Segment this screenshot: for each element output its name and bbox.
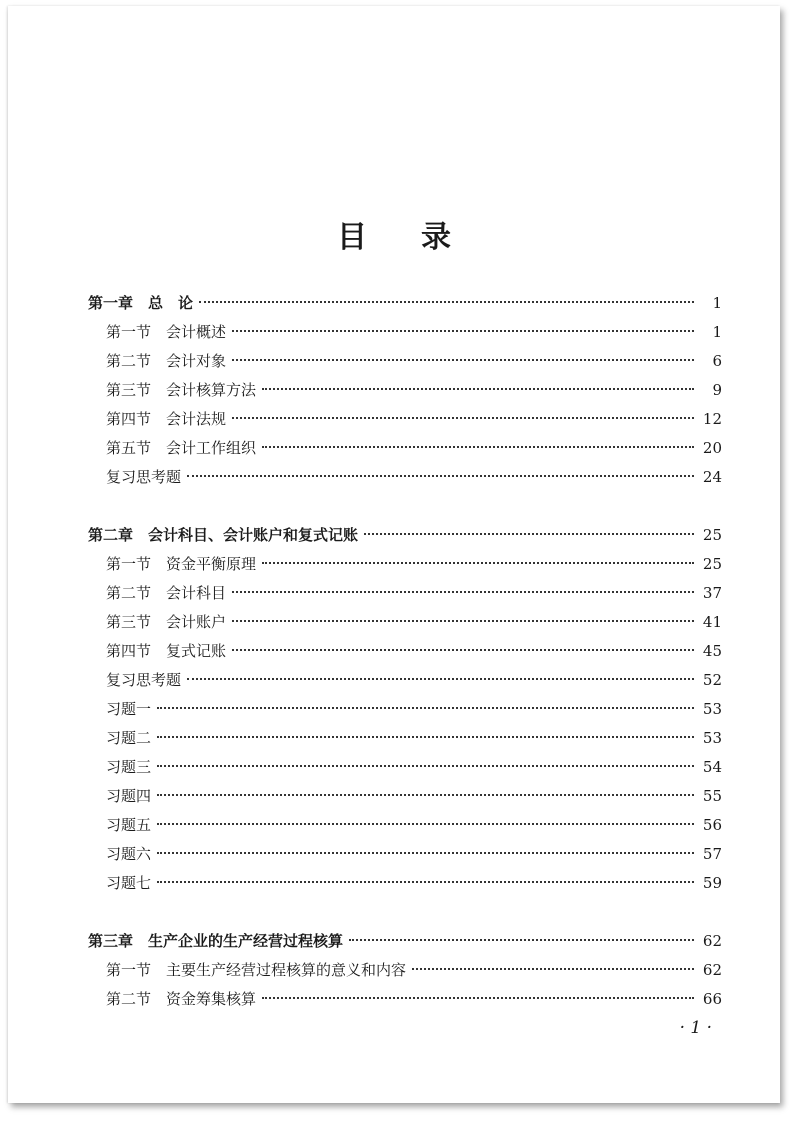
toc-label: 第三章 生产企业的生产经营过程核算 (88, 932, 344, 950)
toc-page-number: 52 (702, 671, 722, 689)
toc-label: 第一节 资金平衡原理 (106, 555, 257, 573)
toc-label: 复习思考题 (106, 468, 182, 486)
toc-page-number: 25 (702, 555, 722, 573)
dot-leader (157, 881, 694, 883)
dot-leader (262, 446, 694, 448)
dot-leader (232, 359, 694, 361)
dot-leader (232, 591, 694, 593)
toc-label: 习题二 (106, 729, 152, 747)
toc-page-number: 59 (702, 874, 722, 892)
toc-entry-c2e7 (106, 872, 722, 894)
toc-entry-c2e1 (106, 698, 722, 720)
toc-page-number: 20 (702, 439, 722, 457)
toc-page-number: 12 (702, 410, 722, 428)
toc-label: 习题三 (106, 758, 152, 776)
toc-entry-c2e2 (106, 727, 722, 749)
toc-entry-c1s4 (106, 408, 722, 430)
toc-label: 第二节 会计科目 (106, 584, 227, 602)
dot-leader (232, 620, 694, 622)
toc-label: 第一节 会计概述 (106, 323, 227, 341)
toc-entry-c3s1 (106, 959, 722, 981)
page-number: · 1 · (679, 1018, 712, 1038)
toc-page-number: 54 (702, 758, 722, 776)
toc-page-number: 6 (712, 352, 722, 370)
toc-label: 第二节 资金筹集核算 (106, 990, 257, 1008)
dot-leader (412, 968, 694, 970)
toc-page-number: 37 (702, 584, 722, 602)
toc-entry-c2e5 (106, 814, 722, 836)
toc-label: 第三节 会计账户 (106, 613, 227, 631)
toc-page-number: 9 (712, 381, 722, 399)
toc-entry-c2s3 (106, 611, 722, 633)
toc-page-number: 1 (712, 323, 722, 341)
dot-leader (349, 939, 694, 941)
toc-page-number: 53 (702, 729, 722, 747)
toc-label: 第五节 会计工作组织 (106, 439, 257, 457)
toc-page-number: 56 (702, 816, 722, 834)
dot-leader (187, 475, 694, 477)
dot-leader (157, 765, 694, 767)
toc-entry-c1r (106, 466, 722, 488)
title-char-1: 目 (337, 220, 367, 255)
dot-leader (232, 417, 694, 419)
dot-leader (364, 533, 694, 535)
dot-leader (199, 301, 694, 303)
dot-leader (262, 562, 694, 564)
toc-entry-c2r (106, 669, 722, 691)
toc-label: 第四节 复式记账 (106, 642, 227, 660)
toc-label: 习题四 (106, 787, 152, 805)
toc-chapter-c2 (88, 524, 722, 546)
toc-page-number: 55 (702, 787, 722, 805)
toc-page-number: 1 (712, 294, 722, 312)
toc-page-number: 57 (702, 845, 722, 863)
page (8, 6, 780, 1103)
toc-entry-c2s1 (106, 553, 722, 575)
title-char-2: 录 (421, 220, 451, 255)
dot-leader (187, 678, 694, 680)
toc-page-number: 45 (702, 642, 722, 660)
toc-entry-c1s3 (106, 379, 722, 401)
toc-entry-c1s2 (106, 350, 722, 372)
dot-leader (157, 707, 694, 709)
dot-leader (157, 823, 694, 825)
toc-entry-c3s2 (106, 988, 722, 1010)
toc-label: 第一章 总 论 (88, 294, 194, 312)
toc-chapter-c3 (88, 930, 722, 952)
dot-leader (262, 388, 694, 390)
toc-page-number: 66 (702, 990, 722, 1008)
toc-page-number: 53 (702, 700, 722, 718)
dot-leader (232, 649, 694, 651)
toc-chapter-c1 (88, 292, 722, 314)
dot-leader (262, 997, 694, 999)
toc-page-number: 25 (702, 526, 722, 544)
toc-label: 习题六 (106, 845, 152, 863)
toc-label: 第一节 主要生产经营过程核算的意义和内容 (106, 961, 407, 979)
toc-entry-c2s4 (106, 640, 722, 662)
toc-page-number: 62 (702, 932, 722, 950)
dot-leader (232, 330, 694, 332)
page-title (8, 212, 780, 256)
toc-label: 习题五 (106, 816, 152, 834)
toc-page-number: 41 (702, 613, 722, 631)
toc-entry-c2e3 (106, 756, 722, 778)
toc-entry-c2e4 (106, 785, 722, 807)
toc-label: 第三节 会计核算方法 (106, 381, 257, 399)
toc-entry-c1s1 (106, 321, 722, 343)
toc-label: 第二节 会计对象 (106, 352, 227, 370)
toc-page-number: 62 (702, 961, 722, 979)
dot-leader (157, 736, 694, 738)
toc-label: 习题一 (106, 700, 152, 718)
toc-label: 第二章 会计科目、会计账户和复式记账 (88, 526, 359, 544)
toc-entry-c1s5 (106, 437, 722, 459)
toc-entry-c2s2 (106, 582, 722, 604)
toc-label: 第四节 会计法规 (106, 410, 227, 428)
toc-label: 习题七 (106, 874, 152, 892)
toc-entry-c2e6 (106, 843, 722, 865)
toc-page-number: 24 (702, 468, 722, 486)
toc-label: 复习思考题 (106, 671, 182, 689)
dot-leader (157, 794, 694, 796)
dot-leader (157, 852, 694, 854)
